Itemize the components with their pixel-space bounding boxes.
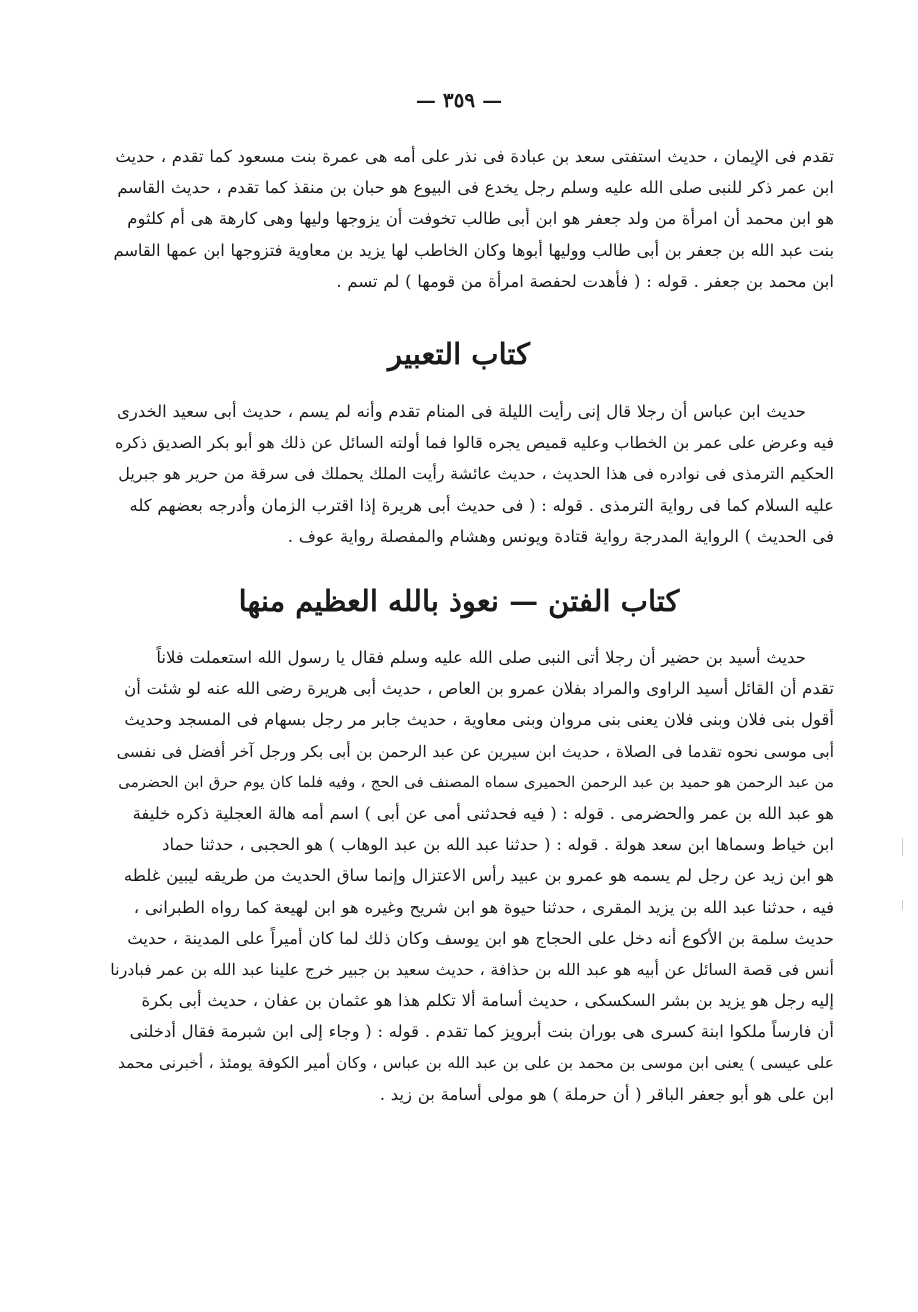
text-block-tabir bbox=[110, 396, 834, 552]
section-heading-fitan: كتاب الفتن — نعوذ بالله العظيم منها bbox=[238, 584, 680, 618]
text-block-fitan bbox=[110, 642, 834, 1110]
text-line: ابن خياط وسماها ابن سعد هولة . قوله : ( حدثنا عبد الله بن عبد الوهاب ) هو الحجبى ، حدثنا حماد bbox=[162, 835, 834, 855]
text-line: عليه السلام كما فى رواية الترمذى . قوله : ( فى حديث أبى هريرة إذا اقترب الزمان وأدرجه بعضهم كله bbox=[129, 495, 834, 515]
section-heading-tabir: كتاب التعبير bbox=[388, 337, 530, 371]
text-line: إليه رجل هو يزيد بن بشر السكسكى ، حديث أسامة ألا تكلم هذا هو عثمان بن عفان ، حديث أبى بكرة bbox=[141, 991, 834, 1011]
text-line: أنس فى قصة السائل عن أبيه هو عبد الله بن حذافة ، حديث سعيد بن جبير خرج علينا عبد الله بن عمر فبادرنا bbox=[110, 960, 834, 980]
scan-margin-mark bbox=[902, 900, 903, 910]
page-number: — ٣٥٩ — bbox=[415, 88, 503, 112]
text-line: حديث أسيد بن حضير أن رجلا أتى النبى صلى الله عليه وسلم فقال يا رسول الله استعملت فلاناً bbox=[156, 648, 806, 667]
text-line: ابن محمد بن جعفر . قوله : ( فأهدت لحفصة امرأة من قومها ) لم تسم . bbox=[336, 271, 834, 291]
text-line: من عبد الرحمن هو حميد بن عبد الرحمن الحميرى سماه المصنف فى الحج ، وفيه فلما كان يوم حرق ابن الحضرمى bbox=[118, 772, 834, 791]
text-line: على عيسى ) يعنى ابن موسى بن محمد بن على بن عبد الله بن عباس ، وكان أمير الكوفة يومئذ ، أخبرنى محمد bbox=[117, 1053, 834, 1072]
text-line: فى الحديث ) الرواية المدرجة رواية قتادة ويونس وهشام والمفصلة رواية عوف . bbox=[287, 526, 834, 546]
text-line: ابن على هو أبو جعفر الباقر ( أن حرملة ) هو مولى أسامة بن زيد . bbox=[379, 1084, 834, 1104]
text-line: حديث ابن عباس أن رجلا قال إنى رأيت الليلة فى المنام تقدم وأنه لم يسم ، حديث أبى سعيد الخدرى bbox=[116, 402, 806, 421]
text-line: أقول بنى فلان وبنى فلان يعنى بنى مروان وبنى معاوية ، حديث جابر مر رجل بسهام فى المسجد وحديث bbox=[124, 710, 834, 730]
text-line: هو عبد الله بن عمر والحضرمى . قوله : ( فيه فحدثنى أمى عن أبى ) اسم أمه هالة العجلية ذكره خليفة bbox=[132, 804, 834, 824]
text-block-hadith-notes bbox=[110, 141, 834, 297]
text-line: الحكيم الترمذى فى نوادره فى هذا الحديث ، حديث عائشة رأيت الملك يحملك فى سرقة من حرير هو جبريل bbox=[118, 464, 834, 484]
text-line: تقدم أن القائل أسيد الراوى والمراد بفلان عمرو بن العاص ، حديث أبى هريرة رضى الله عنه لو شئت أن bbox=[124, 679, 834, 699]
text-line: فيه ، حدثنا عبد الله بن يزيد المقرى ، حدثنا حيوة هو ابن شريح وغيره هو ابن لهيعة كما رواه الطبرانى ، bbox=[133, 897, 834, 917]
text-line: أبى موسى نحوه تقدما فى الصلاة ، حديث ابن سيرين عن عبد الرحمن بن أبى بكر ورجل آخر أفضل فى نفسى bbox=[116, 741, 834, 761]
text-line: هو ابن زيد عن رجل لم يسمه هو عمرو بن عبيد رأس الاعتزال وإنما ساق الحديث من طريقه ليبين غلطه bbox=[123, 866, 834, 886]
text-line: حديث سلمة بن الأكوع أنه دخل على الحجاج هو ابن يوسف وكان ذلك لما كان أميراً على المدينة ، حديث bbox=[127, 928, 834, 948]
text-line: تقدم فى الإيمان ، حديث استفتى سعد بن عبادة فى نذر على أمه هى عمرة بنت مسعود كما تقدم ، حديث bbox=[115, 147, 834, 166]
text-line: بنت عبد الله بن جعفر بن أبى طالب ووليها أبوها وكان الخاطب لها يزيد بن معاوية فتزوجها ابن عمها القاسم bbox=[113, 240, 834, 260]
text-line: أن فارساً ملكوا ابنة كسرى هى بوران بنت أبرويز كما تقدم . قوله : ( وجاء إلى ابن شبرمة فقال أدخلنى bbox=[129, 1022, 834, 1042]
scan-margin-mark bbox=[902, 838, 903, 856]
text-line: هو ابن محمد أن امرأة من ولد جعفر هو ابن أبى طالب تخوفت أن يزوجها وليها وهى كارهة هى أم كلثوم bbox=[127, 209, 834, 229]
text-line: ابن عمر ذكر للنبى صلى الله عليه وسلم رجل يخدع فى البيوع هو حبان بن منقذ كما تقدم ، حديث القاسم bbox=[117, 178, 834, 198]
text-line: فيه وعرض على عمر بن الخطاب وعليه قميص يجره قالوا فما أولته السائل عن ذلك هو أبو بكر الصديق ذكره bbox=[115, 433, 834, 453]
